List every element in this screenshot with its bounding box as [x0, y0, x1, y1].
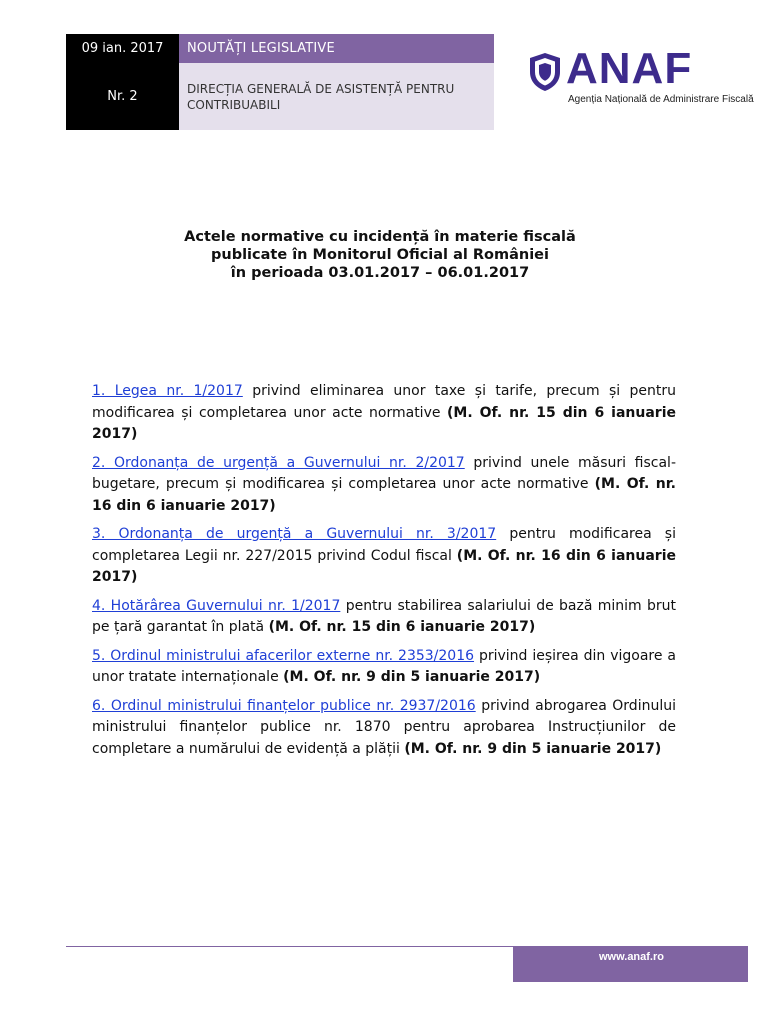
gazette-reference: (M. Of. nr. 9 din 5 ianuarie 2017) [404, 740, 662, 757]
logo-subtitle: Agenția Națională de Administrare Fiscală [568, 94, 754, 105]
list-item [92, 524, 676, 589]
logo-wordmark: ANAF [566, 44, 693, 93]
footer-website[interactable]: www.anaf.ro [513, 946, 748, 982]
list-item [92, 453, 676, 518]
act-description: pentru modificarea și completarea Legii nr. 227/2015 privind Codul fiscal [92, 526, 676, 564]
list-item [92, 596, 676, 639]
act-description: privind eliminarea unor taxe și tarife, precum și pentru modificarea și completarea unor acte normative [92, 383, 677, 421]
issue-date: 09 ian. 2017 [66, 34, 179, 63]
anaf-logo [528, 44, 754, 112]
gazette-reference: (M. Of. nr. 16 din 6 ianuarie 2017) [92, 476, 677, 514]
list-item [92, 696, 676, 761]
issue-number: Nr. 2 [66, 63, 179, 130]
act-description: pentru stabilirea salariului de bază minim brut pe țară garantat în plată [92, 597, 677, 635]
act-description: privind abrogarea Ordinului ministrului finanțelor publice nr. 1870 pentru aprobarea Instrucțiunilor de completare a numărului de evidență a plății [92, 697, 676, 757]
act-link[interactable]: 1. Legea nr. 1/2017 [92, 383, 243, 399]
act-link[interactable]: 4. Hotărârea Guvernului nr. 1/2017 [92, 597, 341, 614]
title-line: Actele normative cu incidență în materie fiscală [184, 229, 576, 245]
legislation-list [92, 381, 676, 767]
act-link[interactable]: 2. Ordonanța de urgență a Guvernului nr. 2/2017 [92, 454, 465, 471]
gazette-reference: (M. Of. nr. 9 din 5 ianuarie 2017) [283, 669, 541, 685]
title-line: în perioada 03.01.2017 – 06.01.2017 [230, 265, 530, 281]
act-description: privind unele măsuri fiscal-bugetare, precum și modificarea și completarea unor acte normative [92, 454, 676, 492]
newsletter-header [66, 34, 494, 130]
list-item [92, 381, 676, 446]
section-title: NOUTĂȚI LEGISLATIVE [179, 34, 494, 63]
gazette-reference: (M. Of. nr. 15 din 6 ianuarie 2017) [268, 619, 536, 635]
act-link[interactable]: 6. Ordinul ministrului finanțelor publice nr. 2937/2016 [92, 697, 476, 714]
act-description: privind ieșirea din vigoare a unor tratate internaționale [92, 647, 676, 685]
department-name: DIRECȚIA GENERALĂ DE ASISTENȚĂ PENTRU CONTRIBUABILI [179, 63, 494, 130]
act-link[interactable]: 5. Ordinul ministrului afacerilor externe nr. 2353/2016 [92, 647, 475, 664]
shield-icon [528, 52, 562, 92]
act-link[interactable]: 3. Ordonanța de urgență a Guvernului nr. 3/2017 [92, 526, 497, 542]
document-title [100, 228, 660, 282]
gazette-reference: (M. Of. nr. 16 din 6 ianuarie 2017) [92, 547, 677, 585]
list-item [92, 646, 676, 689]
gazette-reference: (M. Of. nr. 15 din 6 ianuarie 2017) [92, 404, 676, 442]
title-line: publicate în Monitorul Oficial al României [211, 247, 549, 263]
